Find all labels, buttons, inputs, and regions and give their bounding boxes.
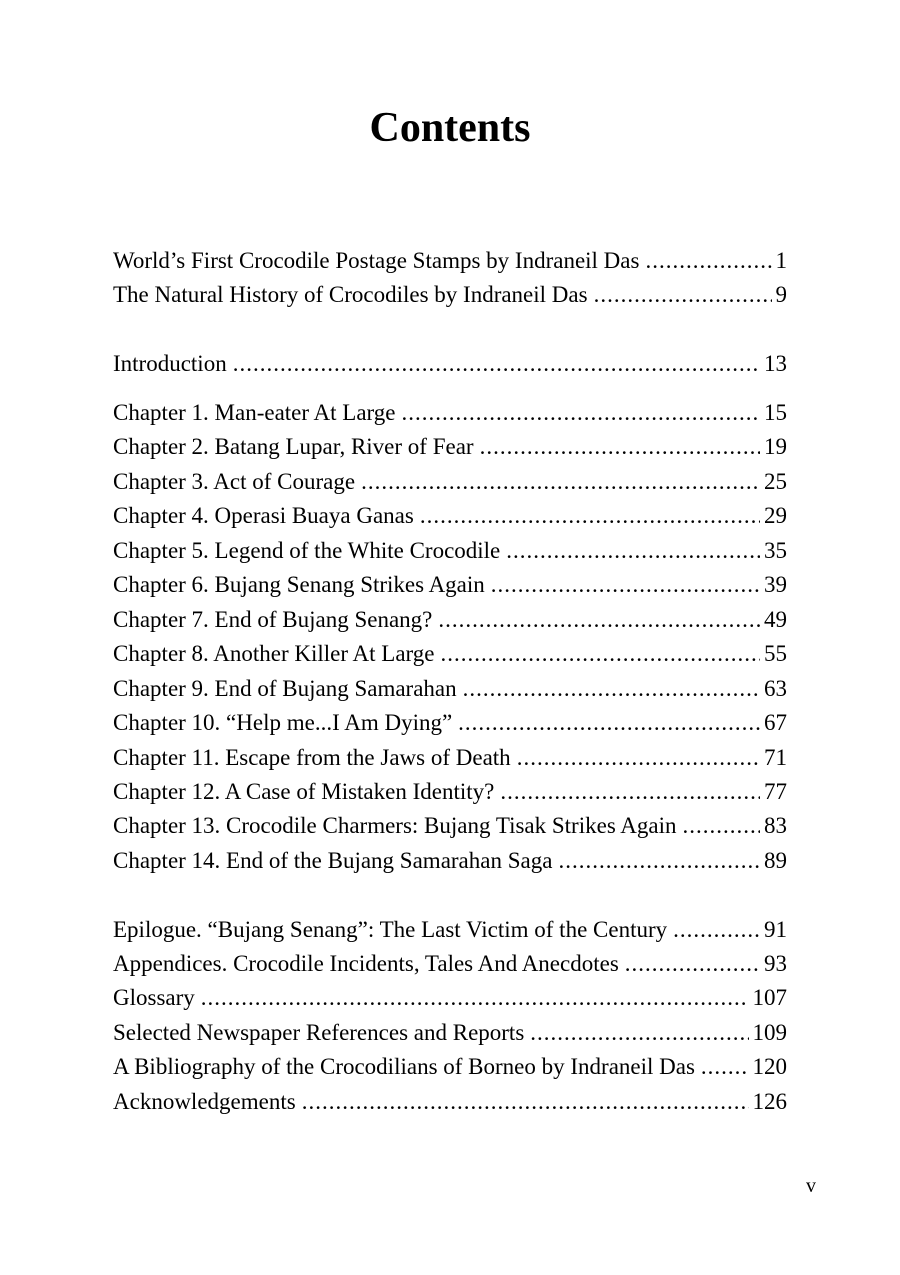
- dot-leader: [701, 1052, 749, 1082]
- toc-entry: [113, 1087, 787, 1117]
- toc-entry: [113, 674, 787, 704]
- dot-leader: [558, 846, 760, 876]
- toc-entry-label: Chapter 5. Legend of the White Crocodile: [113, 538, 501, 563]
- toc-entry-page: 49: [764, 607, 787, 632]
- toc-entry: [113, 811, 787, 841]
- toc-entry-label: Chapter 2. Batang Lupar, River of Fear: [113, 434, 474, 459]
- toc-entry: [113, 570, 787, 600]
- page-number: v: [806, 1175, 816, 1197]
- toc-entry-label: Chapter 1. Man-eater At Large: [113, 400, 396, 425]
- toc-entry-page: 120: [752, 1054, 787, 1079]
- toc-entry-page: 29: [764, 503, 787, 528]
- toc-entry: [113, 246, 787, 276]
- toc-entry-label: Chapter 13. Crocodile Charmers: Bujang Tisak Strikes Again: [113, 813, 677, 838]
- toc-entry: [113, 639, 787, 669]
- toc-entry-page: 83: [764, 813, 787, 838]
- toc-entry: [113, 349, 787, 379]
- dot-leader: [517, 743, 760, 773]
- toc-entry-page: 1: [775, 248, 787, 273]
- dot-leader: [463, 674, 760, 704]
- dot-leader: [233, 349, 760, 379]
- dot-leader: [594, 280, 772, 310]
- dot-leader: [458, 708, 760, 738]
- toc-entry-label: Epilogue. “Bujang Senang”: The Last Victim of the Century: [113, 917, 668, 942]
- dot-leader: [402, 398, 761, 428]
- dot-leader: [530, 1018, 748, 1048]
- toc-entry-page: 39: [764, 572, 787, 597]
- toc-entry-page: 107: [752, 985, 787, 1010]
- toc-entry: [113, 983, 787, 1013]
- toc-entry: [113, 398, 787, 428]
- toc-entry-page: 63: [764, 676, 787, 701]
- toc-entry-label: Glossary: [113, 985, 195, 1010]
- toc-entry-label: Chapter 6. Bujang Senang Strikes Again: [113, 572, 485, 597]
- toc-entry-page: 15: [764, 400, 787, 425]
- toc-entry-page: 25: [764, 469, 787, 494]
- toc-entry-label: Chapter 8. Another Killer At Large: [113, 641, 435, 666]
- toc-entry: [113, 467, 787, 497]
- toc-entry-page: 67: [764, 710, 787, 735]
- toc-entry-page: 71: [764, 745, 787, 770]
- toc-entry-label: Selected Newspaper References and Reports: [113, 1020, 525, 1045]
- toc-entry: [113, 743, 787, 773]
- toc-entry-label: Introduction: [113, 351, 227, 376]
- dot-leader: [500, 777, 760, 807]
- toc-entry-label: Chapter 12. A Case of Mistaken Identity?: [113, 779, 495, 804]
- dot-leader: [480, 432, 760, 462]
- toc-entry: [113, 1018, 787, 1048]
- dot-leader: [645, 246, 771, 276]
- toc-entry: [113, 949, 787, 979]
- toc-entry-label: Chapter 10. “Help me...I Am Dying”: [113, 710, 453, 735]
- dot-leader: [302, 1087, 749, 1117]
- dot-leader: [491, 570, 760, 600]
- toc-entry: [113, 605, 787, 635]
- toc-entry-page: 13: [764, 351, 787, 376]
- dot-leader: [625, 949, 760, 979]
- toc-entry-page: 55: [764, 641, 787, 666]
- toc-entry-label: Chapter 7. End of Bujang Senang?: [113, 607, 433, 632]
- toc-entry-page: 35: [764, 538, 787, 563]
- dot-leader: [673, 915, 760, 945]
- toc-entry-page: 91: [764, 917, 787, 942]
- toc-entry-label: Chapter 4. Operasi Buaya Ganas: [113, 503, 414, 528]
- toc-entry: [113, 915, 787, 945]
- toc-entry-page: 77: [764, 779, 787, 804]
- toc-entry-label: World’s First Crocodile Postage Stamps by Indraneil Das: [113, 248, 640, 273]
- toc-entry-label: Chapter 11. Escape from the Jaws of Death: [113, 745, 511, 770]
- toc-entry-page: 126: [752, 1089, 787, 1114]
- toc-entry-label: The Natural History of Crocodiles by Indraneil Das: [113, 282, 588, 307]
- toc-entry-page: 93: [764, 951, 787, 976]
- toc-entry-page: 19: [764, 434, 787, 459]
- page-title: Contents: [369, 105, 531, 151]
- toc-entry-label: Chapter 14. End of the Bujang Samarahan Saga: [113, 848, 553, 873]
- toc-entry: [113, 708, 787, 738]
- toc-entry: [113, 501, 787, 531]
- dot-leader: [361, 467, 760, 497]
- toc-entry-page: 109: [752, 1020, 787, 1045]
- toc-entry: [113, 280, 787, 310]
- toc-entry: [113, 846, 787, 876]
- toc-entry-label: Acknowledgements: [113, 1089, 296, 1114]
- dot-leader: [201, 983, 749, 1013]
- toc-entry-label: Appendices. Crocodile Incidents, Tales And Anecdotes: [113, 951, 619, 976]
- toc-entry-page: 89: [764, 848, 787, 873]
- toc-entry-label: Chapter 3. Act of Courage: [113, 469, 356, 494]
- dot-leader: [441, 639, 761, 669]
- dot-leader: [438, 605, 760, 635]
- dot-leader: [506, 536, 760, 566]
- toc-entry-label: Chapter 9. End of Bujang Samarahan: [113, 676, 457, 701]
- toc-entry: [113, 1052, 787, 1082]
- dot-leader: [682, 811, 760, 841]
- toc-entry: [113, 777, 787, 807]
- toc-entry: [113, 432, 787, 462]
- toc-entry-label: A Bibliography of the Crocodilians of Borneo by Indraneil Das: [113, 1054, 695, 1079]
- toc-entry-page: 9: [775, 282, 787, 307]
- toc-entry: [113, 536, 787, 566]
- dot-leader: [420, 501, 760, 531]
